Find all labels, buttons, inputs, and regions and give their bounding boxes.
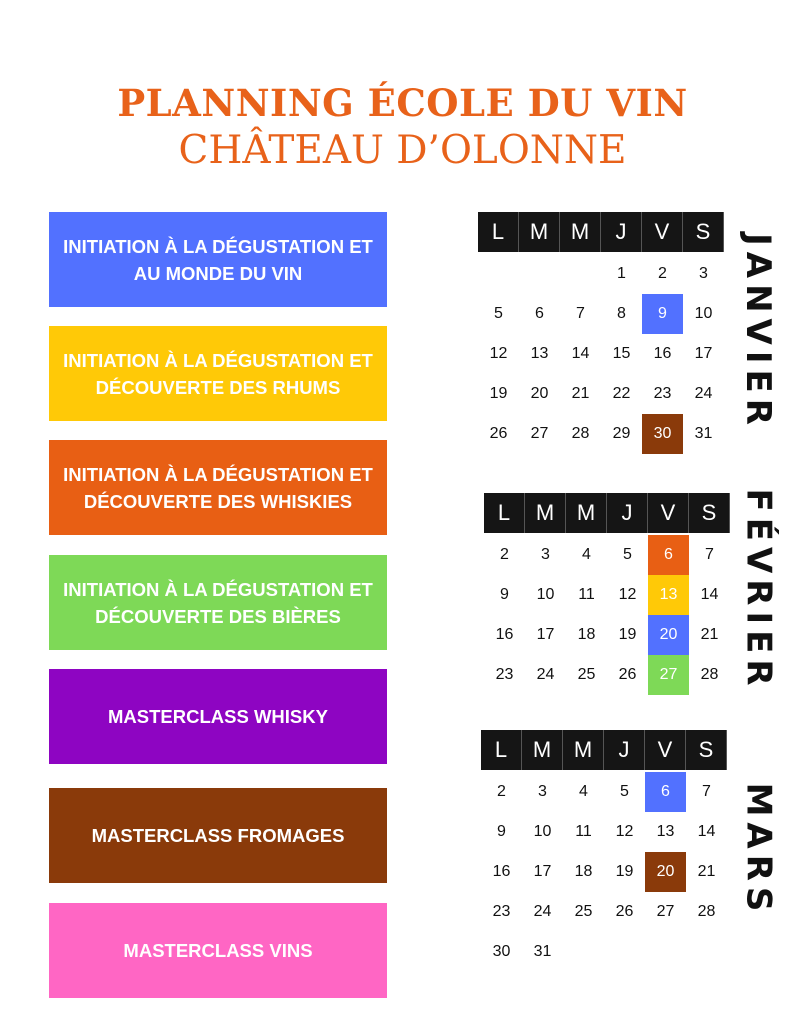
calendar-day: 2 bbox=[658, 265, 667, 282]
calendar-day: 3 bbox=[538, 783, 547, 800]
calendar-day-event: 6 bbox=[645, 772, 686, 812]
calendar-day: 3 bbox=[699, 265, 708, 282]
calendar-day: 13 bbox=[530, 345, 549, 362]
page-title: PLANNING ÉCOLE DU VIN bbox=[117, 81, 688, 125]
calendar-day: 9 bbox=[500, 586, 509, 603]
calendar-day: 26 bbox=[489, 425, 508, 442]
calendar-day: 12 bbox=[618, 586, 637, 603]
calendar-day-event: 20 bbox=[648, 615, 689, 655]
weekday-header: M bbox=[560, 212, 601, 252]
calendar-day: 29 bbox=[612, 425, 631, 442]
weekday-header: J bbox=[601, 212, 642, 252]
calendar-day: 15 bbox=[612, 345, 631, 362]
month-label-janvier: JANVIER bbox=[738, 233, 779, 431]
calendar-day: 2 bbox=[500, 546, 509, 563]
calendar-day: 17 bbox=[694, 345, 713, 362]
calendar-day: 1 bbox=[617, 265, 626, 282]
calendar-janvier bbox=[478, 212, 724, 452]
calendar-day: 14 bbox=[697, 823, 716, 840]
calendar-day: 8 bbox=[617, 305, 626, 322]
calendar-day: 14 bbox=[700, 586, 719, 603]
legend-item-initiation-whiskies bbox=[49, 440, 387, 535]
calendar-day: 19 bbox=[618, 626, 637, 643]
calendar-day: 12 bbox=[615, 823, 634, 840]
calendar-day: 21 bbox=[697, 863, 716, 880]
calendar-day: 22 bbox=[612, 385, 631, 402]
calendar-day: 16 bbox=[492, 863, 511, 880]
calendar-day: 6 bbox=[535, 305, 544, 322]
calendar-day: 5 bbox=[623, 546, 632, 563]
weekday-header: V bbox=[645, 730, 686, 770]
calendar-day: 24 bbox=[694, 385, 713, 402]
legend-item-initiation-bieres bbox=[49, 555, 387, 650]
calendar-fevrier bbox=[484, 493, 730, 693]
calendar-day: 28 bbox=[697, 903, 716, 920]
page-subtitle: CHÂTEAU D’OLONNE bbox=[178, 128, 627, 173]
legend-label: MASTERCLASS FROMAGES bbox=[91, 825, 345, 846]
calendar-day: 27 bbox=[656, 903, 675, 920]
calendar-day: 5 bbox=[494, 305, 503, 322]
weekday-header: M bbox=[525, 493, 566, 533]
weekday-header: M bbox=[566, 493, 607, 533]
legend-label: INITIATION À LA DÉGUSTATION ET DÉCOUVERTE DES WHISKIES bbox=[63, 463, 373, 512]
calendar-day: 7 bbox=[705, 546, 714, 563]
weekday-header: J bbox=[607, 493, 648, 533]
weekday-header: J bbox=[604, 730, 645, 770]
calendar-day: 16 bbox=[653, 345, 672, 362]
calendar-day: 7 bbox=[576, 305, 585, 322]
legend-item-initiation-rhums bbox=[49, 326, 387, 421]
calendar-day: 23 bbox=[492, 903, 511, 920]
calendar-day-event: 6 bbox=[648, 535, 689, 575]
weekday-header: M bbox=[563, 730, 604, 770]
calendar-day: 14 bbox=[571, 345, 590, 362]
calendar-day: 10 bbox=[533, 823, 552, 840]
calendar-day: 23 bbox=[653, 385, 672, 402]
calendar-day: 23 bbox=[495, 666, 514, 683]
legend-label: INITIATION À LA DÉGUSTATION ET DÉCOUVERTE DES RHUMS bbox=[63, 349, 373, 398]
calendar-day-event: 30 bbox=[642, 414, 683, 454]
calendar-day-event: 13 bbox=[648, 575, 689, 615]
calendar-day: 19 bbox=[489, 385, 508, 402]
weekday-header: L bbox=[484, 493, 525, 533]
calendar-day: 27 bbox=[530, 425, 549, 442]
calendar-day: 17 bbox=[536, 626, 555, 643]
calendar-day: 2 bbox=[497, 783, 506, 800]
calendar-day: 19 bbox=[615, 863, 634, 880]
calendar-day: 21 bbox=[700, 626, 719, 643]
calendar-day: 28 bbox=[571, 425, 590, 442]
calendar-day: 13 bbox=[656, 823, 675, 840]
weekday-header: L bbox=[478, 212, 519, 252]
calendar-day: 20 bbox=[530, 385, 549, 402]
weekday-header: S bbox=[689, 493, 730, 533]
calendar-day: 18 bbox=[577, 626, 596, 643]
calendar-day: 18 bbox=[574, 863, 593, 880]
weekday-header: S bbox=[683, 212, 724, 252]
calendar-day: 10 bbox=[694, 305, 713, 322]
calendar-mars bbox=[481, 730, 727, 970]
legend-item-masterclass-fromages bbox=[49, 788, 387, 883]
legend-label: INITIATION À LA DÉGUSTATION ET AU MONDE DU VIN bbox=[63, 235, 373, 284]
calendar-day: 3 bbox=[541, 546, 550, 563]
calendar-day: 25 bbox=[577, 666, 596, 683]
calendar-day: 10 bbox=[536, 586, 555, 603]
calendar-day: 17 bbox=[533, 863, 552, 880]
legend-item-masterclass-whisky bbox=[49, 669, 387, 764]
calendar-day: 31 bbox=[533, 943, 552, 960]
calendar-day: 4 bbox=[579, 783, 588, 800]
legend-label: MASTERCLASS WHISKY bbox=[108, 706, 328, 727]
calendar-day-event: 27 bbox=[648, 655, 689, 695]
calendar-day: 9 bbox=[497, 823, 506, 840]
weekday-header: S bbox=[686, 730, 727, 770]
weekday-header: M bbox=[522, 730, 563, 770]
calendar-day: 24 bbox=[536, 666, 555, 683]
calendar-day: 4 bbox=[582, 546, 591, 563]
legend-label: MASTERCLASS VINS bbox=[123, 940, 313, 961]
calendar-day: 5 bbox=[620, 783, 629, 800]
calendar-day: 30 bbox=[492, 943, 511, 960]
weekday-header: L bbox=[481, 730, 522, 770]
calendar-day: 28 bbox=[700, 666, 719, 683]
weekday-header: V bbox=[648, 493, 689, 533]
calendar-day: 7 bbox=[702, 783, 711, 800]
calendar-day: 24 bbox=[533, 903, 552, 920]
weekday-header: M bbox=[519, 212, 560, 252]
calendar-day: 26 bbox=[618, 666, 637, 683]
calendar-day: 12 bbox=[489, 345, 508, 362]
legend-item-masterclass-vins bbox=[49, 903, 387, 998]
calendar-day-event: 20 bbox=[645, 852, 686, 892]
calendar-day-event: 9 bbox=[642, 294, 683, 334]
calendar-day: 11 bbox=[575, 823, 592, 840]
calendar-day: 25 bbox=[574, 903, 593, 920]
calendar-day: 26 bbox=[615, 903, 634, 920]
calendar-day: 21 bbox=[571, 385, 590, 402]
month-label-mars: MARS bbox=[738, 782, 779, 918]
calendar-day: 16 bbox=[495, 626, 514, 643]
calendar-day: 11 bbox=[578, 586, 595, 603]
legend-label: INITIATION À LA DÉGUSTATION ET DÉCOUVERTE DES BIÈRES bbox=[63, 578, 373, 627]
calendar-day: 31 bbox=[694, 425, 713, 442]
month-label-fevrier: FÉVRIER bbox=[738, 488, 779, 692]
legend-item-initiation-vin bbox=[49, 212, 387, 307]
weekday-header: V bbox=[642, 212, 683, 252]
